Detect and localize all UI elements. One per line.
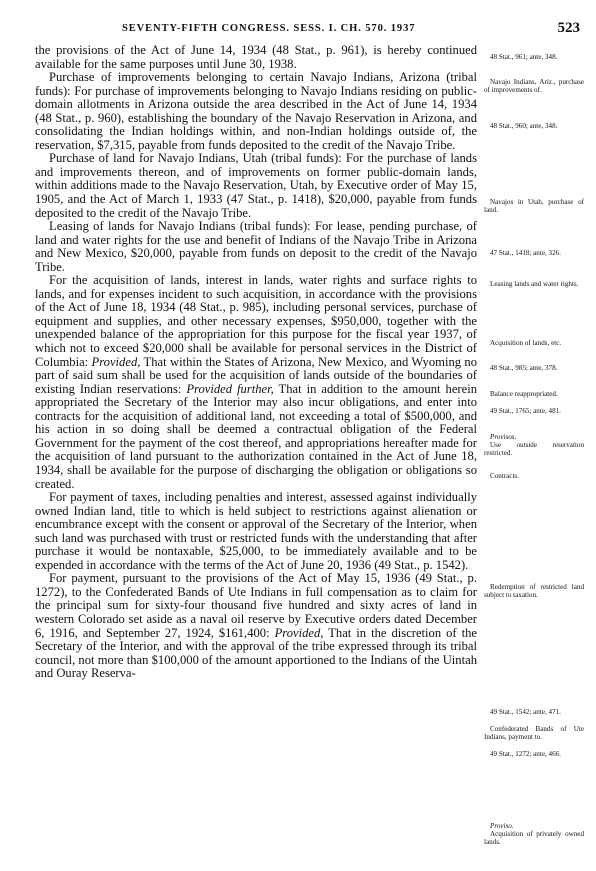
running-head: SEVENTY-FIFTH CONGRESS. SESS. I. CH. 570. 1937 — [122, 23, 416, 34]
main-text — [35, 44, 477, 681]
paragraph-text: For the acquisition of lands, interest in lands, water rights and surface rights to lands, and for expenses incident to such acquisition, in accordance with the provisions of the Act of June 18, 1934 (48 Stat., p. 985), including personal services, purchase of equipment and supplies, and other necessary expenses, $950,000, together with the unexpended balance of the appropriation for this purpose for the fiscal year 1937, of which not to exceed $20,000 shall be available for personal services in the District of Columbia: — [35, 273, 477, 369]
margin-note: Acquisition of lands, etc. — [490, 339, 562, 347]
proviso-word: Provided, — [91, 354, 141, 369]
margin-note: Proviso. Acquisition of privately owned lands. — [484, 822, 584, 846]
paragraph: Leasing of lands for Navajo Indians (tribal funds): For lease, pending purchase, of land and water rights for the use and benefit of Indians of the Navajo Tribe in Arizona and New Mexico, $20,000, payable from funds on deposit to the credit of the Navajo Tribe. — [35, 219, 477, 274]
margin-note: 47 Stat., 1418; ante, 326. — [490, 249, 561, 257]
paragraph: Purchase of improvements belonging to certain Navajo Indians, Arizona (tribal funds): For purchase of improvements belonging to Navajo Indians residing on public-domain allotments in Arizona outside the area described in the Act of June 14, 1934 (48 Stat., p. 960), establishing the boundary of the Navajo Reservation in Arizona, and consolidating the Indian holdings within, and non-Indian holdings outside of, the reservation, $7,315, payable from funds deposited to the credit of the Navajo Tribe. — [35, 70, 477, 152]
margin-note: 48 Stat., 985; ante, 378. — [490, 364, 558, 372]
margin-note: 49 Stat., 1765; ante, 481. — [490, 407, 561, 415]
paragraph-text: That within the States of Arizona, New Mexico, and Wyoming no part of said sum shall be used for the acquisition of lands outside of the boundaries of existing Indian reservations: — [35, 354, 477, 396]
paragraph: the provisions of the Act of June 14, 1934 (48 Stat., p. 961), is hereby continued available for the same purposes until June 30, 1938. — [35, 43, 477, 71]
paragraph — [35, 572, 477, 680]
margin-note: Confederated Bands of Ute Indians, payment to. — [484, 725, 584, 741]
margin-note: Balance reappropriated. — [490, 390, 558, 398]
margin-note: 49 Stat., 1542; ante, 471. — [490, 708, 561, 716]
margin-note: Contracts. — [490, 472, 519, 480]
margin-note: 48 Stat., 961; ante, 348. — [490, 53, 558, 61]
margin-note: 48 Stat., 960; ante, 348. — [490, 122, 558, 130]
margin-note: Leasing lands and water rights. — [490, 280, 579, 288]
margin-note: Navajos in Utah, purchase of land. — [484, 198, 584, 214]
paragraph-text: For payment, pursuant to the provisions of the Act of May 15, 1936 (49 Stat., p. 1272), to the Confederated Bands of Ute Indians in full compensation as to claim for the principal sum for sixty-four thousand five hundred and sixty acres of land in western Colorado set aside as a naval oil reserve by Executive orders dated December 6, 1916, and September 27, 1924, $161,400: — [35, 571, 477, 640]
margin-note: Provisos. Use outside reservation restricted. — [484, 433, 584, 457]
margin-note: 49 Stat., 1272; ante, 466. — [490, 750, 561, 758]
paragraph-text: That in addition to the amount herein appropriated the Secretary of the Interior may also incur obligations, and enter into contracts for the acquisition of additional land, not exceeding a total of $500,000, and his action in so doing shall be deemed a contractual obligation of the Federal Government for the payment of the cost thereof, and appropriations hereafter made for the acquisition of land pursuant to the authorization contained in the Act of June 18, 1934, shall be available for the purpose of discharging the obligation or obligations so created. — [35, 381, 477, 491]
page-number: 523 — [557, 20, 580, 36]
proviso-word: Provided, — [274, 625, 324, 640]
margin-note: Redemption of restricted land subject to taxation. — [484, 583, 584, 599]
paragraph-text: That in the discretion of the Secretary of the Interior, and with the approval of the tribe expressed through its tribal council, not more than $100,000 of the amount apportioned to the Indians of the Uintah and Ouray Reserva- — [35, 625, 477, 681]
paragraph: Purchase of land for Navajo Indians, Utah (tribal funds): For the purchase of lands and improvements thereon, and of improvements on former public-domain lands, within additions made to the Navajo Reservation, Utah, by Executive order of May 15, 1905, and the Act of March 1, 1933 (47 Stat., p. 1418), $20,000, payable from funds deposited to the credit of the Navajo Tribe. — [35, 151, 477, 220]
margin-note: Navajo Indians, Ariz., purchase of improvements of. — [484, 78, 584, 94]
paragraph — [35, 274, 477, 491]
page-header — [36, 22, 580, 38]
paragraph: For payment of taxes, including penalties and interest, assessed against individually owned Indian land, title to which is held subject to restrictions against alienation or encumbrance except with the consent or approval of the Secretary of the Interior, when such land was purchased with trust or restricted funds with the understanding that after purchase it would be nontaxable, $25,000, to be immediately available and to be expended in accordance with the terms of the Act of June 20, 1936 (49 Stat., p. 1542). — [35, 490, 477, 572]
proviso-word: Provided further, — [186, 381, 274, 396]
